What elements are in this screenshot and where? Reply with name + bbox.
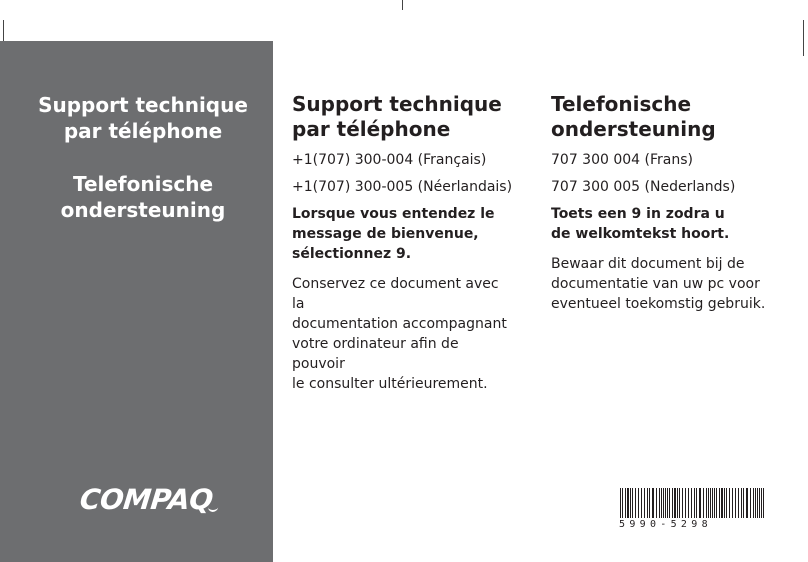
barcode-bar (672, 488, 673, 518)
barcode-bar (696, 488, 697, 518)
barcode-bar (743, 488, 744, 518)
french-instruction (292, 204, 514, 264)
dutch-heading (551, 92, 771, 142)
barcode-bar (699, 488, 701, 518)
barcode-bar (750, 488, 751, 518)
barcode-bar (763, 488, 764, 518)
crop-mark-right (803, 20, 804, 56)
barcode-bar (652, 488, 654, 518)
barcode-bar (746, 488, 748, 518)
panel-title-french-line1: Support technique (38, 93, 248, 117)
barcode-bar (627, 488, 629, 518)
dutch-heading-line2: ondersteuning (551, 117, 716, 141)
barcode-bars (619, 488, 767, 520)
barcode-bar (710, 488, 711, 518)
dutch-note-line2: documentatie van uw pc voor (551, 276, 760, 292)
barcode-bar (647, 488, 648, 518)
dutch-phone-french: 707 300 004 (Frans) (551, 152, 693, 168)
french-phone-french: +1(707) 300-004 (Français) (292, 152, 487, 168)
barcode-bar (665, 488, 666, 518)
barcode-bar (753, 488, 754, 518)
barcode-bar (685, 488, 686, 518)
barcode-bar (622, 488, 623, 518)
panel-title-french-line2: par téléphone (63, 119, 223, 143)
barcode (619, 488, 767, 540)
barcode-bar (735, 488, 736, 518)
barcode-bar (669, 488, 670, 518)
barcode-bar (708, 488, 709, 518)
panel-title-dutch (0, 171, 286, 223)
panel-title-french (0, 92, 286, 144)
french-heading (292, 92, 514, 142)
dutch-note-line1: Bewaar dit document bij de (551, 256, 745, 272)
barcode-bar (712, 488, 713, 518)
barcode-bar (755, 488, 756, 518)
compaq-logo (78, 483, 214, 517)
french-instruction-line1: Lorsque vous entendez le (292, 206, 495, 222)
barcode-bar (667, 488, 668, 518)
french-phone-dutch: +1(707) 300-005 (Néerlandais) (292, 179, 513, 195)
barcode-bar (677, 488, 678, 518)
dutch-heading-line1: Telefonische (551, 92, 692, 116)
barcode-bar (638, 488, 639, 518)
barcode-bar (738, 488, 739, 518)
barcode-bar (759, 488, 760, 518)
panel-title-dutch-line1: Telefonische (72, 172, 214, 196)
barcode-bar (703, 488, 704, 518)
french-column (292, 92, 514, 394)
dutch-instruction-line2: de welkomtekst hoort. (551, 226, 730, 242)
dutch-column (551, 92, 771, 314)
barcode-bar (721, 488, 723, 518)
barcode-bar (635, 488, 636, 518)
french-note-line4: le consulter ultérieurement. (292, 376, 488, 392)
barcode-bar (641, 488, 642, 518)
barcode-bar (682, 488, 683, 518)
barcode-bar (726, 488, 727, 518)
barcode-bar (716, 488, 717, 518)
barcode-bar (757, 488, 758, 518)
barcode-bar (706, 488, 707, 518)
barcode-bar (674, 488, 676, 518)
barcode-bar (649, 488, 650, 518)
dutch-phone-dutch: 707 300 005 (Nederlands) (551, 179, 736, 195)
barcode-bar (691, 488, 692, 518)
french-note-line2: documentation accompagnant (292, 316, 507, 332)
barcode-bar (663, 488, 664, 518)
barcode-bar (694, 488, 695, 518)
french-instruction-line2: message de bienvenue, (292, 226, 479, 242)
barcode-number: 5990-5298 (619, 519, 712, 530)
french-instruction-line3: sélectionnez 9. (292, 246, 412, 262)
barcode-bar (661, 488, 662, 518)
barcode-bar (620, 488, 621, 518)
french-note (292, 274, 514, 394)
barcode-bar (732, 488, 733, 518)
barcode-bar (630, 488, 631, 518)
french-heading-line2: par téléphone (292, 117, 451, 141)
barcode-bar (632, 488, 633, 518)
dutch-note-line3: eventueel toekomstig gebruik. (551, 296, 766, 312)
crop-mark-top (402, 0, 403, 10)
french-heading-line1: Support technique (292, 92, 502, 116)
barcode-bar (729, 488, 730, 518)
barcode-bar (659, 488, 660, 518)
barcode-bar (714, 488, 715, 518)
barcode-bar (679, 488, 680, 518)
dutch-note (551, 254, 771, 314)
compaq-logo-text: COMPAQ (78, 483, 215, 516)
barcode-bar (719, 488, 720, 518)
barcode-bar (724, 488, 725, 518)
barcode-bar (656, 488, 657, 518)
barcode-bar (644, 488, 645, 518)
barcode-bar (625, 488, 626, 518)
dutch-instruction-line1: Toets een 9 in zodra u (551, 206, 725, 222)
french-note-line1: Conservez ce document avec la (292, 276, 499, 312)
french-note-line3: votre ordinateur afin de pouvoir (292, 336, 459, 372)
barcode-bar (688, 488, 689, 518)
barcode-bar (761, 488, 762, 518)
barcode-bar (741, 488, 742, 518)
dutch-instruction (551, 204, 771, 244)
panel-title-dutch-line2: ondersteuning (60, 198, 226, 222)
